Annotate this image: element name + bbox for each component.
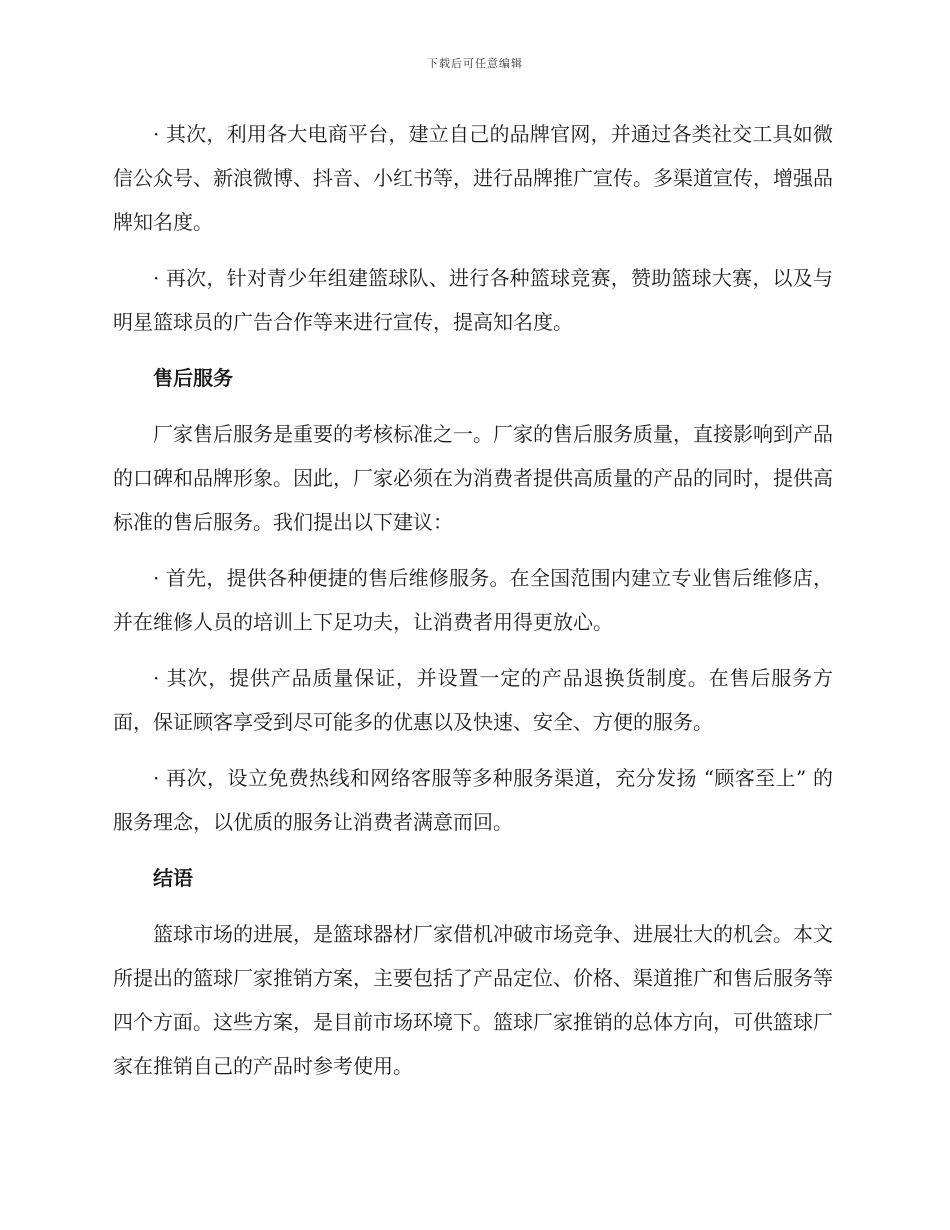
paragraph-repair-service: · 首先，提供各种便捷的售后维修服务。在全国范围内建立专业售后维修店，并在维修人员的培训上下足功夫，让消费者用得更放心。	[113, 566, 833, 634]
header-note: 下载后可任意编辑	[427, 57, 523, 70]
section-heading-after-sales: 售后服务	[153, 366, 233, 390]
document-body	[113, 112, 833, 1100]
paragraph-conclusion: 篮球市场的进展，是篮球器材厂家借机冲破市场竞争、进展壮大的机会。本文所提出的篮球厂家推销方案，主要包括了产品定位、价格、渠道推广和售后服务等四个方面。这些方案，是目前市场环境下。篮球厂家推销的总体方向，可供篮球厂家在推销自己的产品时参考使用。	[113, 922, 833, 1078]
paragraph-promotion-channels: · 其次，利用各大电商平台，建立自己的品牌官网，并通过各类社交工具如微信公众号、新浪微博、抖音、小红书等，进行品牌推广宣传。多渠道宣传，增强品牌知名度。	[113, 122, 833, 234]
paragraph-service-channels: · 再次，设立免费热线和网络客服等多种服务渠道，充分发扬 “顾客至上” 的服务理念，以优质的服务让消费者满意而回。	[113, 766, 833, 834]
section-heading-conclusion: 结语	[153, 866, 193, 890]
paragraph-quality-guarantee: · 其次，提供产品质量保证，并设置一定的产品退换货制度。在售后服务方面，保证顾客享受到尽可能多的优惠以及快速、安全、方便的服务。	[113, 666, 833, 734]
paragraph-youth-sponsorship: · 再次，针对青少年组建篮球队、进行各种篮球竞赛，赞助篮球大赛，以及与明星篮球员的广告合作等来进行宣传，提高知名度。	[113, 266, 833, 334]
paragraph-after-sales-intro: 厂家售后服务是重要的考核标准之一。厂家的售后服务质量，直接影响到产品的口碑和品牌形象。因此，厂家必须在为消费者提供高质量的产品的同时，提供高标准的售后服务。我们提出以下建议：	[113, 422, 833, 534]
